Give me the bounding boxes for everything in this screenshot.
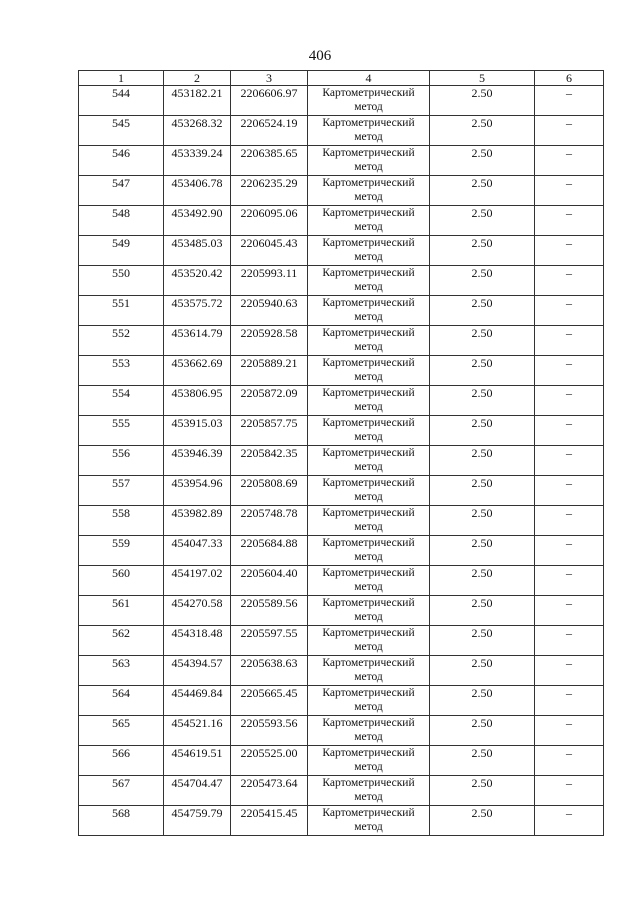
note-cell: – (535, 146, 604, 176)
method-cell: Картометрический метод (308, 806, 430, 836)
accuracy-cell: 2.50 (430, 206, 535, 236)
method-cell: Картометрический метод (308, 176, 430, 206)
point-number-cell: 547 (79, 176, 164, 206)
note-cell: – (535, 86, 604, 116)
table-row (79, 656, 604, 686)
note-cell: – (535, 806, 604, 836)
y-coordinate-cell: 2205415.45 (231, 806, 308, 836)
table-row (79, 776, 604, 806)
y-coordinate-cell: 2205473.64 (231, 776, 308, 806)
table-row (79, 686, 604, 716)
accuracy-cell: 2.50 (430, 506, 535, 536)
y-coordinate-cell: 2205857.75 (231, 416, 308, 446)
method-cell: Картометрический метод (308, 386, 430, 416)
table-row (79, 626, 604, 656)
point-number-cell: 553 (79, 356, 164, 386)
method-cell: Картометрический метод (308, 356, 430, 386)
x-coordinate-cell: 453575.72 (164, 296, 231, 326)
x-coordinate-cell: 453946.39 (164, 446, 231, 476)
x-coordinate-cell: 453182.21 (164, 86, 231, 116)
method-cell: Картометрический метод (308, 446, 430, 476)
method-cell: Картометрический метод (308, 776, 430, 806)
y-coordinate-cell: 2205808.69 (231, 476, 308, 506)
method-cell: Картометрический метод (308, 746, 430, 776)
point-number-cell: 545 (79, 116, 164, 146)
column-header-2: 2 (164, 71, 231, 86)
table-row (79, 146, 604, 176)
x-coordinate-cell: 453662.69 (164, 356, 231, 386)
method-cell: Картометрический метод (308, 416, 430, 446)
point-number-cell: 562 (79, 626, 164, 656)
point-number-cell: 564 (79, 686, 164, 716)
accuracy-cell: 2.50 (430, 476, 535, 506)
y-coordinate-cell: 2205842.35 (231, 446, 308, 476)
table-row (79, 86, 604, 116)
column-header-5: 5 (430, 71, 535, 86)
x-coordinate-cell: 453268.32 (164, 116, 231, 146)
note-cell: – (535, 506, 604, 536)
y-coordinate-cell: 2205940.63 (231, 296, 308, 326)
y-coordinate-cell: 2206095.06 (231, 206, 308, 236)
x-coordinate-cell: 454521.16 (164, 716, 231, 746)
x-coordinate-cell: 453485.03 (164, 236, 231, 266)
accuracy-cell: 2.50 (430, 776, 535, 806)
y-coordinate-cell: 2206524.19 (231, 116, 308, 146)
point-number-cell: 559 (79, 536, 164, 566)
table-row (79, 506, 604, 536)
y-coordinate-cell: 2205748.78 (231, 506, 308, 536)
table-row (79, 356, 604, 386)
table-row (79, 536, 604, 566)
y-coordinate-cell: 2205589.56 (231, 596, 308, 626)
table-row (79, 416, 604, 446)
x-coordinate-cell: 454759.79 (164, 806, 231, 836)
x-coordinate-cell: 454704.47 (164, 776, 231, 806)
column-header-6: 6 (535, 71, 604, 86)
y-coordinate-cell: 2205889.21 (231, 356, 308, 386)
y-coordinate-cell: 2205684.88 (231, 536, 308, 566)
accuracy-cell: 2.50 (430, 266, 535, 296)
y-coordinate-cell: 2205604.40 (231, 566, 308, 596)
point-number-cell: 548 (79, 206, 164, 236)
table-row (79, 386, 604, 416)
note-cell: – (535, 566, 604, 596)
page-number: 406 (308, 48, 332, 64)
column-header-1: 1 (79, 71, 164, 86)
table-row (79, 596, 604, 626)
point-number-cell: 556 (79, 446, 164, 476)
note-cell: – (535, 536, 604, 566)
table-row (79, 566, 604, 596)
accuracy-cell: 2.50 (430, 446, 535, 476)
point-number-cell: 567 (79, 776, 164, 806)
method-cell: Картометрический метод (308, 296, 430, 326)
method-cell: Картометрический метод (308, 146, 430, 176)
y-coordinate-cell: 2205993.11 (231, 266, 308, 296)
note-cell: – (535, 386, 604, 416)
note-cell: – (535, 686, 604, 716)
method-cell: Картометрический метод (308, 506, 430, 536)
method-cell: Картометрический метод (308, 656, 430, 686)
note-cell: – (535, 236, 604, 266)
table-row (79, 716, 604, 746)
x-coordinate-cell: 454197.02 (164, 566, 231, 596)
accuracy-cell: 2.50 (430, 386, 535, 416)
accuracy-cell: 2.50 (430, 356, 535, 386)
accuracy-cell: 2.50 (430, 326, 535, 356)
accuracy-cell: 2.50 (430, 236, 535, 266)
accuracy-cell: 2.50 (430, 296, 535, 326)
note-cell: – (535, 416, 604, 446)
y-coordinate-cell: 2205665.45 (231, 686, 308, 716)
method-cell: Картометрический метод (308, 116, 430, 146)
accuracy-cell: 2.50 (430, 626, 535, 656)
point-number-cell: 549 (79, 236, 164, 266)
point-number-cell: 558 (79, 506, 164, 536)
y-coordinate-cell: 2206045.43 (231, 236, 308, 266)
point-number-cell: 554 (79, 386, 164, 416)
table-row (79, 116, 604, 146)
table-row (79, 476, 604, 506)
point-number-cell: 563 (79, 656, 164, 686)
point-number-cell: 551 (79, 296, 164, 326)
accuracy-cell: 2.50 (430, 176, 535, 206)
y-coordinate-cell: 2205593.56 (231, 716, 308, 746)
accuracy-cell: 2.50 (430, 146, 535, 176)
table-row (79, 296, 604, 326)
note-cell: – (535, 206, 604, 236)
y-coordinate-cell: 2205597.55 (231, 626, 308, 656)
note-cell: – (535, 296, 604, 326)
x-coordinate-cell: 453492.90 (164, 206, 231, 236)
accuracy-cell: 2.50 (430, 596, 535, 626)
column-header-3: 3 (231, 71, 308, 86)
point-number-cell: 565 (79, 716, 164, 746)
note-cell: – (535, 476, 604, 506)
method-cell: Картометрический метод (308, 266, 430, 296)
y-coordinate-cell: 2205638.63 (231, 656, 308, 686)
method-cell: Картометрический метод (308, 626, 430, 656)
note-cell: – (535, 446, 604, 476)
table-row (79, 326, 604, 356)
y-coordinate-cell: 2205525.00 (231, 746, 308, 776)
note-cell: – (535, 266, 604, 296)
point-number-cell: 544 (79, 86, 164, 116)
point-number-cell: 557 (79, 476, 164, 506)
accuracy-cell: 2.50 (430, 116, 535, 146)
x-coordinate-cell: 453614.79 (164, 326, 231, 356)
y-coordinate-cell: 2206606.97 (231, 86, 308, 116)
accuracy-cell: 2.50 (430, 86, 535, 116)
note-cell: – (535, 776, 604, 806)
x-coordinate-cell: 453406.78 (164, 176, 231, 206)
note-cell: – (535, 116, 604, 146)
x-coordinate-cell: 454394.57 (164, 656, 231, 686)
method-cell: Картометрический метод (308, 686, 430, 716)
point-number-cell: 566 (79, 746, 164, 776)
note-cell: – (535, 356, 604, 386)
method-cell: Картометрический метод (308, 566, 430, 596)
note-cell: – (535, 656, 604, 686)
method-cell: Картометрический метод (308, 86, 430, 116)
coordinates-table (78, 70, 604, 836)
x-coordinate-cell: 453954.96 (164, 476, 231, 506)
y-coordinate-cell: 2206385.65 (231, 146, 308, 176)
x-coordinate-cell: 453339.24 (164, 146, 231, 176)
note-cell: – (535, 716, 604, 746)
note-cell: – (535, 176, 604, 206)
x-coordinate-cell: 454270.58 (164, 596, 231, 626)
x-coordinate-cell: 454318.48 (164, 626, 231, 656)
header-row (79, 71, 604, 86)
method-cell: Картометрический метод (308, 326, 430, 356)
x-coordinate-cell: 454047.33 (164, 536, 231, 566)
accuracy-cell: 2.50 (430, 686, 535, 716)
point-number-cell: 546 (79, 146, 164, 176)
note-cell: – (535, 596, 604, 626)
note-cell: – (535, 626, 604, 656)
x-coordinate-cell: 453806.95 (164, 386, 231, 416)
table-row (79, 746, 604, 776)
accuracy-cell: 2.50 (430, 716, 535, 746)
column-header-4: 4 (308, 71, 430, 86)
table-row (79, 806, 604, 836)
accuracy-cell: 2.50 (430, 416, 535, 446)
method-cell: Картометрический метод (308, 716, 430, 746)
table-row (79, 206, 604, 236)
accuracy-cell: 2.50 (430, 566, 535, 596)
point-number-cell: 568 (79, 806, 164, 836)
accuracy-cell: 2.50 (430, 536, 535, 566)
method-cell: Картометрический метод (308, 476, 430, 506)
point-number-cell: 552 (79, 326, 164, 356)
x-coordinate-cell: 454619.51 (164, 746, 231, 776)
y-coordinate-cell: 2205872.09 (231, 386, 308, 416)
table-row (79, 266, 604, 296)
accuracy-cell: 2.50 (430, 746, 535, 776)
note-cell: – (535, 746, 604, 776)
x-coordinate-cell: 454469.84 (164, 686, 231, 716)
table-row (79, 446, 604, 476)
x-coordinate-cell: 453982.89 (164, 506, 231, 536)
point-number-cell: 561 (79, 596, 164, 626)
point-number-cell: 555 (79, 416, 164, 446)
table-row (79, 176, 604, 206)
point-number-cell: 560 (79, 566, 164, 596)
x-coordinate-cell: 453915.03 (164, 416, 231, 446)
accuracy-cell: 2.50 (430, 806, 535, 836)
x-coordinate-cell: 453520.42 (164, 266, 231, 296)
y-coordinate-cell: 2206235.29 (231, 176, 308, 206)
method-cell: Картометрический метод (308, 596, 430, 626)
accuracy-cell: 2.50 (430, 656, 535, 686)
point-number-cell: 550 (79, 266, 164, 296)
note-cell: – (535, 326, 604, 356)
method-cell: Картометрический метод (308, 206, 430, 236)
table-row (79, 236, 604, 266)
method-cell: Картометрический метод (308, 236, 430, 266)
method-cell: Картометрический метод (308, 536, 430, 566)
y-coordinate-cell: 2205928.58 (231, 326, 308, 356)
